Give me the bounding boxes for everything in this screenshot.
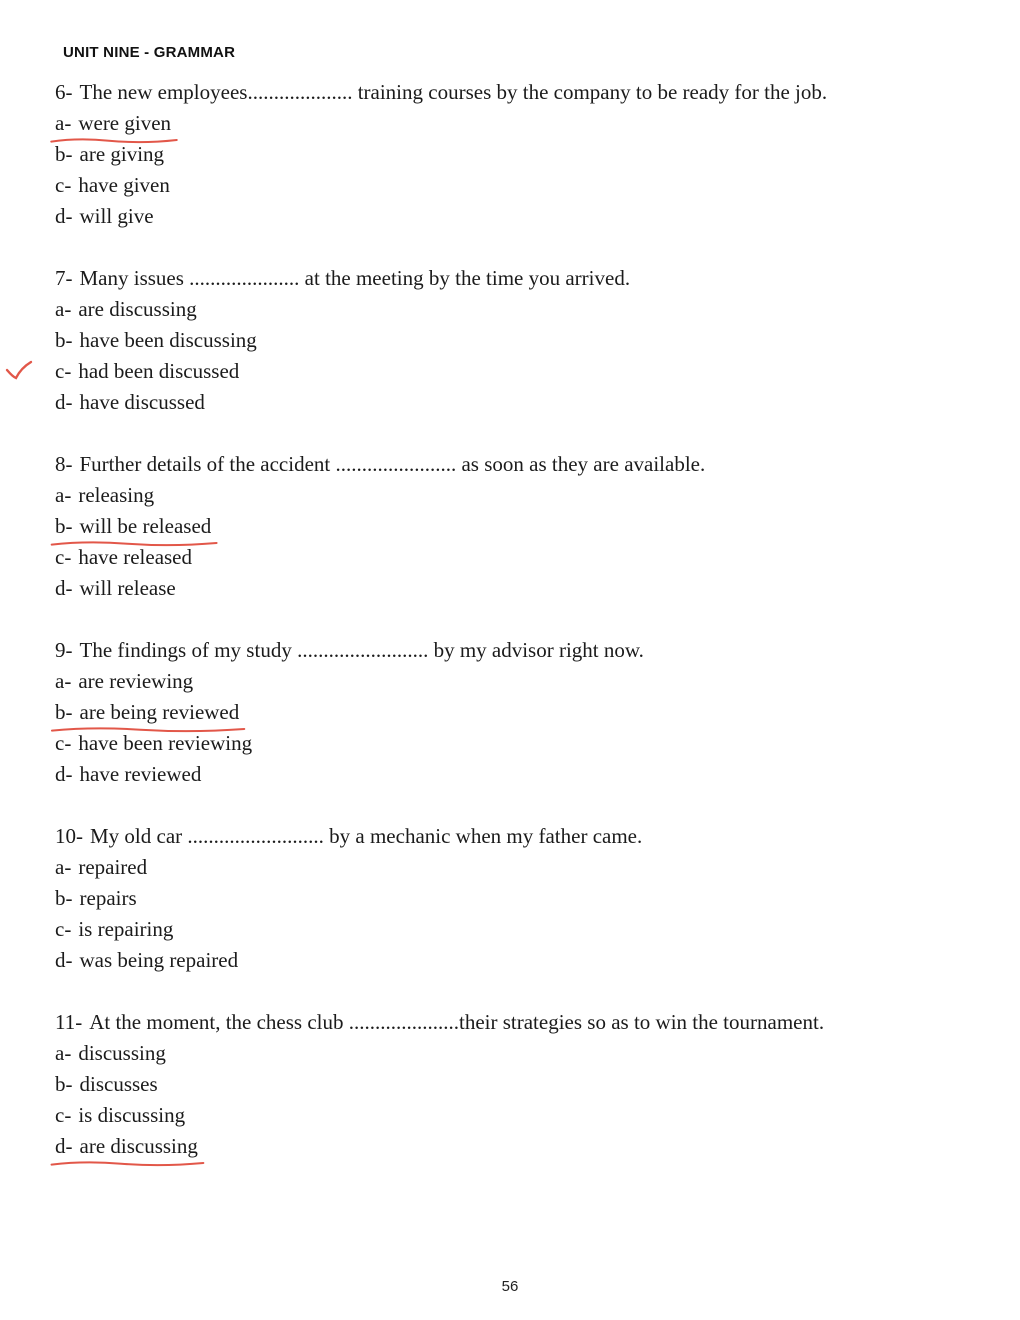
question-text-line [55, 1007, 980, 1038]
answer-option [55, 542, 980, 573]
question-number: 7- [55, 266, 73, 290]
answer-option [55, 139, 980, 170]
options-list [55, 852, 980, 976]
answer-option [55, 1069, 980, 1100]
option-label: d- [55, 1134, 73, 1158]
answer-option [55, 1038, 980, 1069]
question-text: The new employees.................... training courses by the company to be ready for the job. [79, 80, 828, 104]
option-text: had been discussed [78, 359, 240, 383]
answer-option [55, 573, 980, 604]
answer-option [55, 108, 980, 139]
option-label: a- [55, 297, 72, 321]
answer-option [55, 759, 980, 790]
option-text: discusses [79, 1072, 158, 1096]
options-list [55, 1038, 980, 1162]
question-text: At the moment, the chess club .....................their strategies so as to win the tournament. [89, 1010, 825, 1034]
option-text: are discussing [78, 297, 197, 321]
option-label: b- [55, 142, 73, 166]
question-text-line [55, 635, 980, 666]
option-text: have released [78, 545, 193, 569]
question-text-line [55, 263, 980, 294]
question-number: 9- [55, 638, 73, 662]
option-label: c- [55, 545, 72, 569]
answer-option [55, 1100, 980, 1131]
checkmark-icon [5, 360, 37, 386]
option-label: b- [55, 328, 73, 352]
option-text: were given [78, 111, 172, 135]
answer-option [55, 666, 980, 697]
option-label: a- [55, 669, 72, 693]
question-block [55, 821, 980, 976]
question-block [55, 1007, 980, 1162]
question-text-line [55, 821, 980, 852]
option-label: b- [55, 886, 73, 910]
question-block [55, 263, 980, 418]
question-text: My old car .......................... by a mechanic when my father came. [90, 824, 643, 848]
option-text: are being reviewed [79, 700, 240, 724]
answer-option [55, 201, 980, 232]
option-label: c- [55, 359, 72, 383]
option-label: b- [55, 700, 73, 724]
option-label: a- [55, 483, 72, 507]
option-text: are reviewing [78, 669, 194, 693]
answer-option [55, 356, 980, 387]
question-number: 8- [55, 452, 73, 476]
options-list [55, 108, 980, 232]
answer-option [55, 914, 980, 945]
answer-option [55, 511, 980, 542]
answer-option [55, 170, 980, 201]
option-label: a- [55, 111, 72, 135]
option-text: have been discussing [79, 328, 257, 352]
answer-option [55, 852, 980, 883]
options-list [55, 480, 980, 604]
option-text: have discussed [79, 390, 205, 414]
option-text: have given [78, 173, 170, 197]
question-text: Further details of the accident ....................... as soon as they are available. [79, 452, 706, 476]
option-label: c- [55, 173, 72, 197]
option-text: releasing [78, 483, 155, 507]
option-text: will be released [79, 514, 212, 538]
question-text-line [55, 449, 980, 480]
answer-option [55, 883, 980, 914]
option-text: have been reviewing [78, 731, 253, 755]
option-text: is repairing [78, 917, 174, 941]
option-label: c- [55, 1103, 72, 1127]
answer-option [55, 945, 980, 976]
option-label: b- [55, 514, 73, 538]
option-text: will give [79, 204, 154, 228]
question-block [55, 77, 980, 232]
question-text-line [55, 77, 980, 108]
answer-option [55, 728, 980, 759]
answer-option [55, 387, 980, 418]
answer-option [55, 294, 980, 325]
option-text: repairs [79, 886, 137, 910]
answer-option [55, 1131, 980, 1162]
option-label: a- [55, 1041, 72, 1065]
option-text: repaired [78, 855, 148, 879]
question-number: 6- [55, 80, 73, 104]
question-number: 11- [55, 1010, 83, 1034]
option-text: discussing [78, 1041, 166, 1065]
question-text: Many issues ..................... at the meeting by the time you arrived. [79, 266, 631, 290]
page-header: UNIT NINE - GRAMMAR [63, 44, 236, 61]
answer-option [55, 325, 980, 356]
question-text: The findings of my study ......................... by my advisor right now. [79, 638, 644, 662]
option-text: are discussing [79, 1134, 198, 1158]
option-label: a- [55, 855, 72, 879]
answer-option [55, 697, 980, 728]
option-text: was being repaired [79, 948, 239, 972]
option-label: d- [55, 204, 73, 228]
options-list [55, 666, 980, 790]
option-text: will release [79, 576, 176, 600]
answer-option [55, 480, 980, 511]
questions-list [55, 77, 980, 1162]
option-text: is discussing [78, 1103, 186, 1127]
option-text: have reviewed [79, 762, 202, 786]
option-label: b- [55, 1072, 73, 1096]
option-label: d- [55, 390, 73, 414]
option-label: c- [55, 731, 72, 755]
page-number: 56 [501, 1278, 519, 1295]
option-text: are giving [79, 142, 165, 166]
option-label: c- [55, 917, 72, 941]
option-label: d- [55, 948, 73, 972]
question-block [55, 449, 980, 604]
option-label: d- [55, 762, 73, 786]
options-list [55, 294, 980, 418]
question-block [55, 635, 980, 790]
question-number: 10- [55, 824, 83, 848]
option-label: d- [55, 576, 73, 600]
